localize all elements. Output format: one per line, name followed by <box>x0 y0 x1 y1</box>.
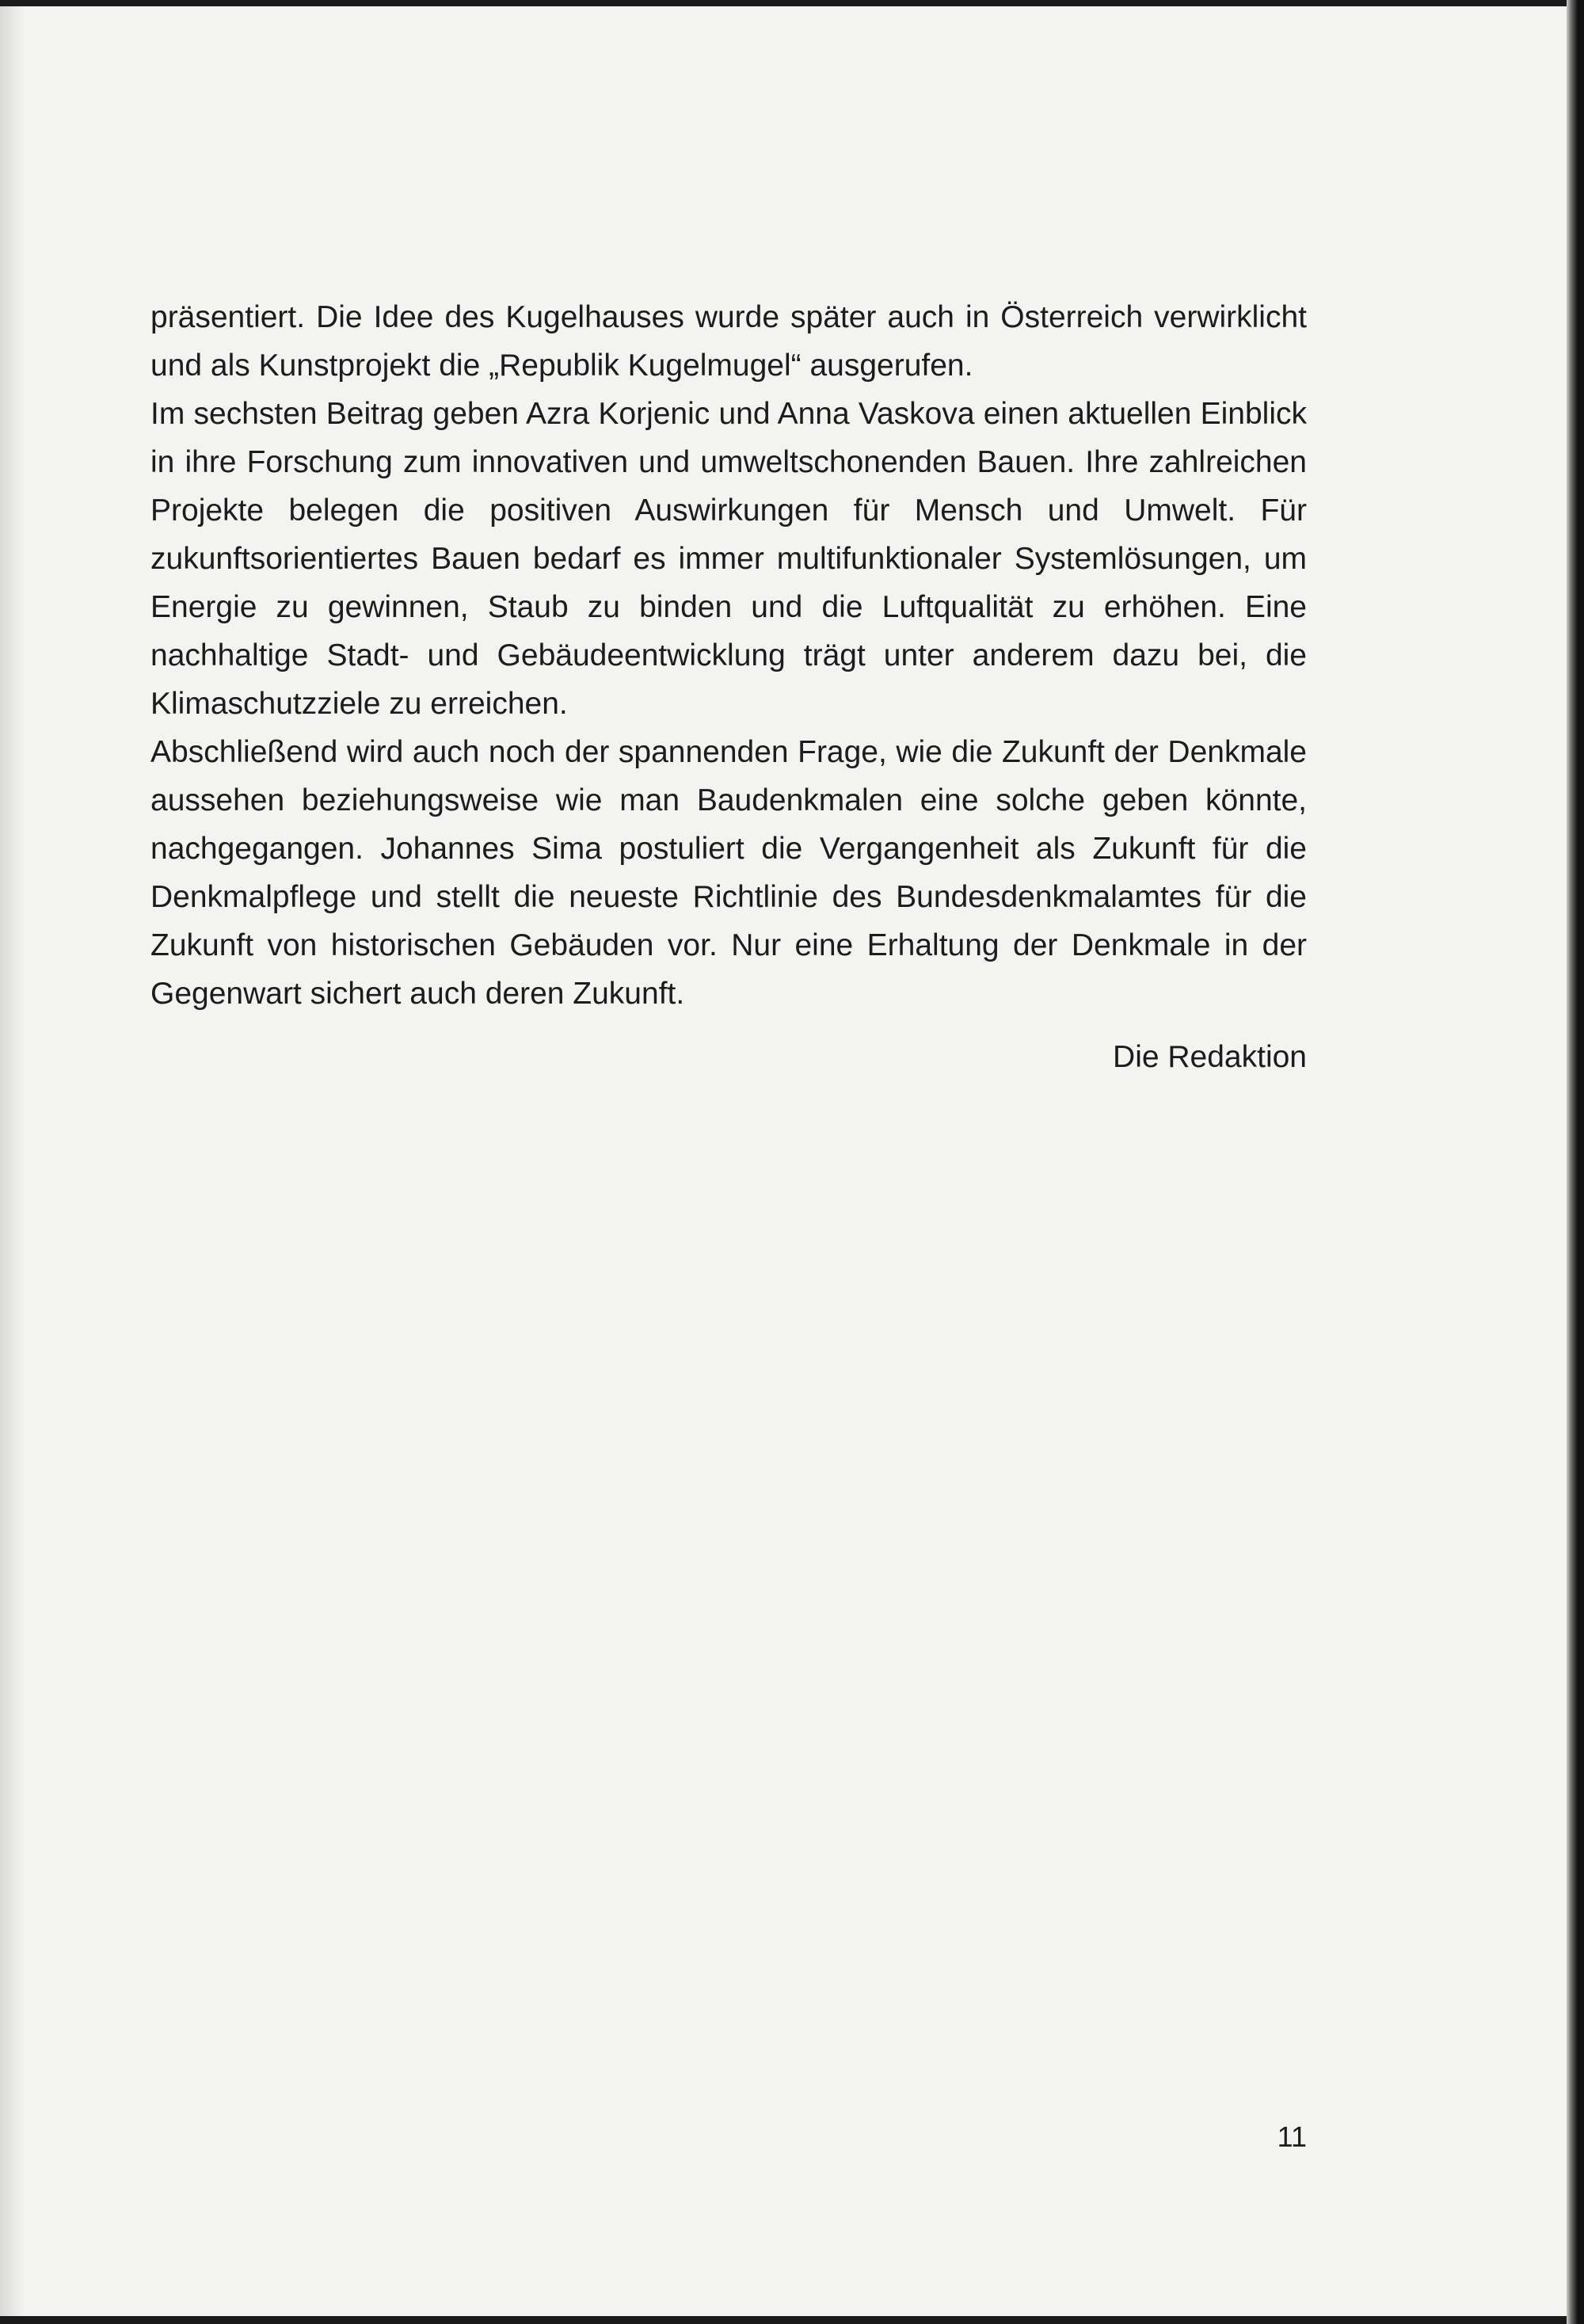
page-gutter-shadow <box>0 6 24 2316</box>
paragraph-closing: Abschließend wird auch noch der spannenden Frage, wie die Zukunft der Denkmale aussehen beziehungsweise wie man Baudenkmalen eine solche geben könnte, nachgegangen. Johannes Sima postuliert die Vergangenheit als Zukunft für die Denkmalpflege und stellt die neueste Richtlinie des Bundesdenkmalamtes für die Zukunft von historischen Gebäuden vor. Nur eine Erhaltung der Denkmale in der Gegenwart sichert auch deren Zukunft. <box>150 735 1307 1011</box>
page-edge <box>1567 0 1584 2324</box>
paragraph-kugelhaus: präsentiert. Die Idee des Kugelhauses wurde später auch in Österreich verwirklicht und als Kunstprojekt die „Republik Kugelmugel“ ausgerufen. <box>150 300 1307 383</box>
page-number: 11 <box>1277 2120 1307 2153</box>
body-text <box>150 293 1307 1081</box>
paragraph-sixth-contribution: Im sechsten Beitrag geben Azra Korjenic und Anna Vaskova einen aktuellen Einblick in ihre Forschung zum innovativen und umweltschonenden Bauen. Ihre zahlreichen Projekte belegen die positiven Auswirkungen für Mensch und Umwelt. Für zukunftsorientiertes Bauen bedarf es immer multifunktionaler Systemlösungen, um Energie zu gewinnen, Staub zu binden und die Luftqualität zu erhöhen. Eine nachhaltige Stadt- und Gebäudeentwicklung trägt unter anderem dazu bei, die Klimaschutzziele zu erreichen. <box>150 397 1307 721</box>
signature: Die Redaktion <box>1113 1040 1307 1074</box>
